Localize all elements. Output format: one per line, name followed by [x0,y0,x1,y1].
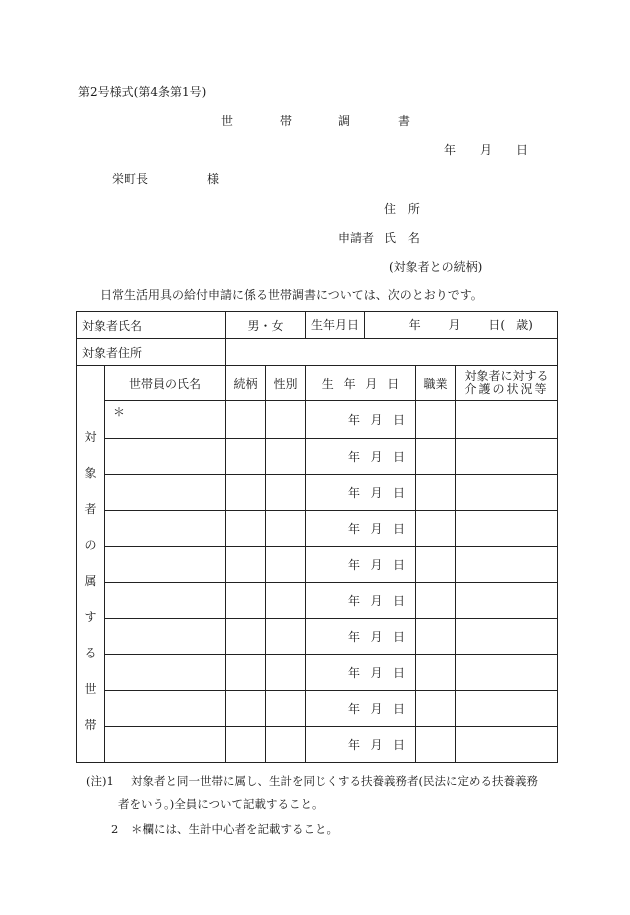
d: 日 [392,558,405,572]
birth-cell[interactable] [306,583,416,619]
y: 年 [348,630,361,644]
side-char: の [84,538,97,552]
member-name-cell[interactable] [105,547,226,583]
member-name-cell[interactable] [105,619,226,655]
member-name-cell[interactable] [105,475,226,511]
col-member-name: 世帯員の氏名 [105,366,226,401]
col-sex: 性別 [266,366,306,401]
occupation-cell[interactable] [416,583,456,619]
subject-address-value[interactable] [226,339,558,366]
title-char: 世 [221,114,234,128]
relation-cell[interactable] [226,439,266,475]
y: 年 [348,594,361,608]
table-row [77,727,558,763]
subject-name-label: 対象者氏名 [82,318,143,333]
m: 月 [370,666,383,680]
table-row [77,511,558,547]
birth-cell[interactable] [306,691,416,727]
sex-cell[interactable] [266,619,306,655]
y: 年 [348,450,361,464]
applicant-label: 申請者 [338,231,375,245]
care-cell[interactable] [456,401,558,439]
table-row [77,439,558,475]
side-char: 世 [84,682,97,696]
side-char: 属 [84,574,97,588]
occupation-cell[interactable] [416,727,456,763]
occupation-cell[interactable] [416,439,456,475]
care-cell[interactable] [456,511,558,547]
d: 日 [392,666,405,680]
m: 月 [370,702,383,716]
sex-cell[interactable] [266,691,306,727]
side-char: 対 [84,430,97,444]
occupation-cell[interactable] [416,401,456,439]
birth-cell[interactable] [306,547,416,583]
table-row [77,691,558,727]
care-cell[interactable] [456,583,558,619]
form-number: 第2号様式(第4条第1号) [78,85,207,99]
m: 月 [370,594,383,608]
subject-address-cell [77,339,226,366]
care-cell[interactable] [456,439,558,475]
occupation-cell[interactable] [416,655,456,691]
subject-address-row [77,339,558,366]
note2-number: 2 [111,822,119,836]
member-name-cell[interactable] [105,439,226,475]
title-char: 書 [398,114,411,128]
sex-choice-text: 男・女 [247,318,284,333]
member-name-cell[interactable] [105,727,226,763]
d: 日 [392,702,405,716]
side-char: す [84,610,97,624]
y: 年 [348,413,361,427]
y: 年 [348,558,361,572]
statement: 日常生活用具の給付申請に係る世帯調書については、次のとおりです。 [100,288,483,302]
side-char: る [84,646,97,660]
birth-label: 生年月日 [306,312,365,338]
occupation-cell[interactable] [416,475,456,511]
note2-text: ＊欄には、生計中心者を記載すること。 [131,822,338,836]
birth-month: 月 [448,318,461,332]
birth-cell[interactable] [306,401,416,439]
care-cell[interactable] [456,475,558,511]
member-name-cell[interactable] [105,511,226,547]
table-row [77,655,558,691]
occupation-cell[interactable] [416,691,456,727]
y: 年 [348,738,361,752]
care-cell[interactable] [456,691,558,727]
birth-cell[interactable] [306,727,416,763]
head-marker: ＊ [113,405,126,419]
relation-cell[interactable] [226,619,266,655]
care-cell[interactable] [456,547,558,583]
col-birthdate: 生 年 月 日 [306,366,416,401]
table-row [77,401,558,439]
m: 月 [370,413,383,427]
occupation-cell[interactable] [416,619,456,655]
d: 日 [392,413,405,427]
birth-cell[interactable] [306,619,416,655]
subject-address-label: 対象者住所 [82,345,143,360]
note1-line2: 者をいう。)全員について記載すること。 [118,797,324,811]
y: 年 [348,666,361,680]
title-char: 調 [338,114,351,128]
birth-cell[interactable] [306,655,416,691]
sex-cell[interactable] [266,401,306,439]
d: 日 [392,486,405,500]
relation-cell[interactable] [226,401,266,439]
sex-cell[interactable] [266,439,306,475]
birth-cell[interactable] [306,475,416,511]
note-prefix: (注)1 [86,774,114,788]
birth-day: 日( [488,318,506,332]
y: 年 [348,702,361,716]
subject-name-cell [77,312,226,339]
care-cell[interactable] [456,655,558,691]
col-care-status [456,366,558,401]
m: 月 [370,450,383,464]
d: 日 [392,450,405,464]
birth-cell[interactable] [306,511,416,547]
date-day: 日 [516,143,529,157]
birth-year: 年 [408,318,421,332]
sex-cell[interactable] [266,583,306,619]
honorific: 様 [207,172,220,186]
m: 月 [370,738,383,752]
m: 月 [370,522,383,536]
care-cell[interactable] [456,619,558,655]
occupation-cell[interactable] [416,547,456,583]
y: 年 [348,486,361,500]
col-relation: 続柄 [226,366,266,401]
occupation-cell[interactable] [416,511,456,547]
table-row [77,547,558,583]
relation-cell[interactable] [226,583,266,619]
col-occupation: 職業 [416,366,456,401]
sex-cell[interactable] [266,727,306,763]
member-name-cell[interactable] [105,401,226,439]
address-label: 住 所 [384,202,420,216]
member-name-cell[interactable] [105,655,226,691]
birth-cell [306,312,558,339]
addressee: 栄町長 [112,172,149,186]
side-char: 者 [84,502,97,516]
date-year: 年 [444,143,457,157]
sex-cell[interactable] [266,547,306,583]
m: 月 [370,486,383,500]
household-side-label [77,366,105,763]
d: 日 [392,738,405,752]
name-label: 氏 名 [384,231,420,245]
table-row [77,475,558,511]
relation-cell[interactable] [226,691,266,727]
y: 年 [348,522,361,536]
member-name-cell[interactable] [105,583,226,619]
note1-line1: 対象者と同一世帯に属し、生計を同じくする扶養義務者(民法に定める扶養義務 [131,774,538,788]
d: 日 [392,630,405,644]
side-char: 象 [84,466,97,480]
sex-choice[interactable] [226,312,306,339]
table-row [77,619,558,655]
col-care-line1: 対象者に対する [464,369,549,383]
table-row [77,583,558,619]
subject-name-row [77,312,558,339]
d: 日 [392,522,405,536]
title-char: 帯 [280,114,293,128]
care-cell[interactable] [456,727,558,763]
relation-note: (対象者との続柄) [389,260,483,274]
household-table [76,311,558,763]
relation-cell[interactable] [226,475,266,511]
birth-age: 歳) [516,318,533,332]
relation-cell[interactable] [226,727,266,763]
relation-cell[interactable] [226,511,266,547]
relation-cell[interactable] [226,547,266,583]
column-header-row [77,366,558,401]
sex-cell[interactable] [266,475,306,511]
side-char: 帯 [84,718,97,732]
sex-cell[interactable] [266,511,306,547]
relation-cell[interactable] [226,655,266,691]
m: 月 [370,558,383,572]
m: 月 [370,630,383,644]
date-month: 月 [480,143,493,157]
d: 日 [392,594,405,608]
sex-cell[interactable] [266,655,306,691]
birth-cell[interactable] [306,439,416,475]
col-care-line2: 介護の状況等 [464,382,549,396]
member-name-cell[interactable] [105,691,226,727]
